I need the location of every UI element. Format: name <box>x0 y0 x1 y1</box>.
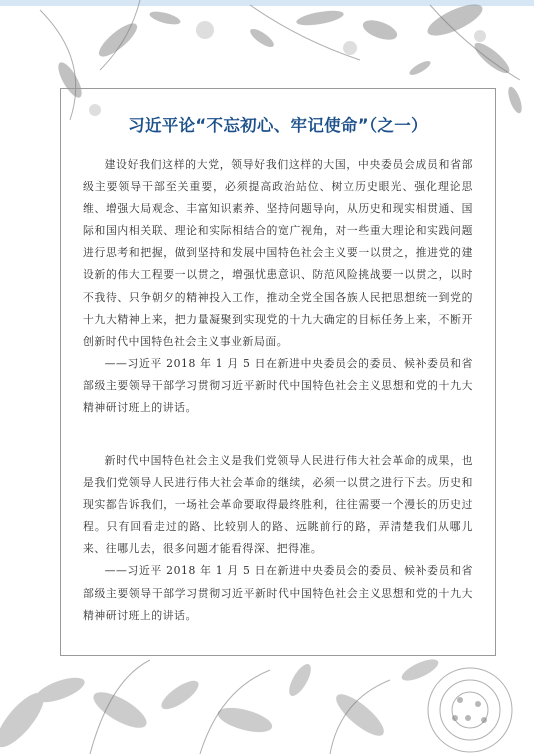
top-strip <box>0 0 534 6</box>
paragraph-text: 建设好我们这样的大党，领导好我们这样的大国，中央委员会成员和省部级主要领导干部至关重要，必须提高政治站位、树立历史眼光、强化理论思维、增强大局观念、丰富知识素养、坚持问题导向，从历史和现实相贯通、国际和国内相关联、理论和实际相结合的宽广视角，对一些重大理论和实践问题进行思考和把握，做到坚持和发展中国特色社会主义要一以贯之，推进党的建设新的伟大工程要一以贯之，增强忧患意识、防范风险挑战要一以贯之，以时不我待、只争朝夕的精神投入工作，推动全党全国各族人民把思想统一到党的十九大精神上来，把力量凝聚到实现党的十九大确定的目标任务上来，不断开创新时代中国特色社会主义事业新局面。 <box>83 158 473 348</box>
paragraph-block-1 <box>83 154 473 419</box>
paragraph-text: 新时代中国特色社会主义是我们党领导人民进行伟大社会革命的成果，也是我们党领导人民进行伟大社会革命的继续，必须一以贯之进行下去。历史和现实都告诉我们，一场社会革命要取得最终胜利，往往需要一个漫长的历史过程。只有回看走过的路、比较别人的路、远眺前行的路，弄清楚我们从哪儿来、往哪儿去，很多问题才能看得深、把得准。 <box>83 454 473 556</box>
page-title: 习近平论“不忘初心、牢记使命”（之一） <box>128 116 428 135</box>
paragraph-source: ——习近平 2018 年 1 月 5 日在新进中央委员会的委员、候补委员和省部级主要领导干部学习贯彻习近平新时代中国特色社会主义思想和党的十九大精神研讨班上的讲话。 <box>83 356 473 415</box>
paragraph-source: ——习近平 2018 年 1 月 5 日在新进中央委员会的委员、候补委员和省部级主要领导干部学习贯彻习近平新时代中国特色社会主义思想和党的十九大精神研讨班上的讲话。 <box>83 564 473 622</box>
paragraph-block-2 <box>83 450 473 627</box>
